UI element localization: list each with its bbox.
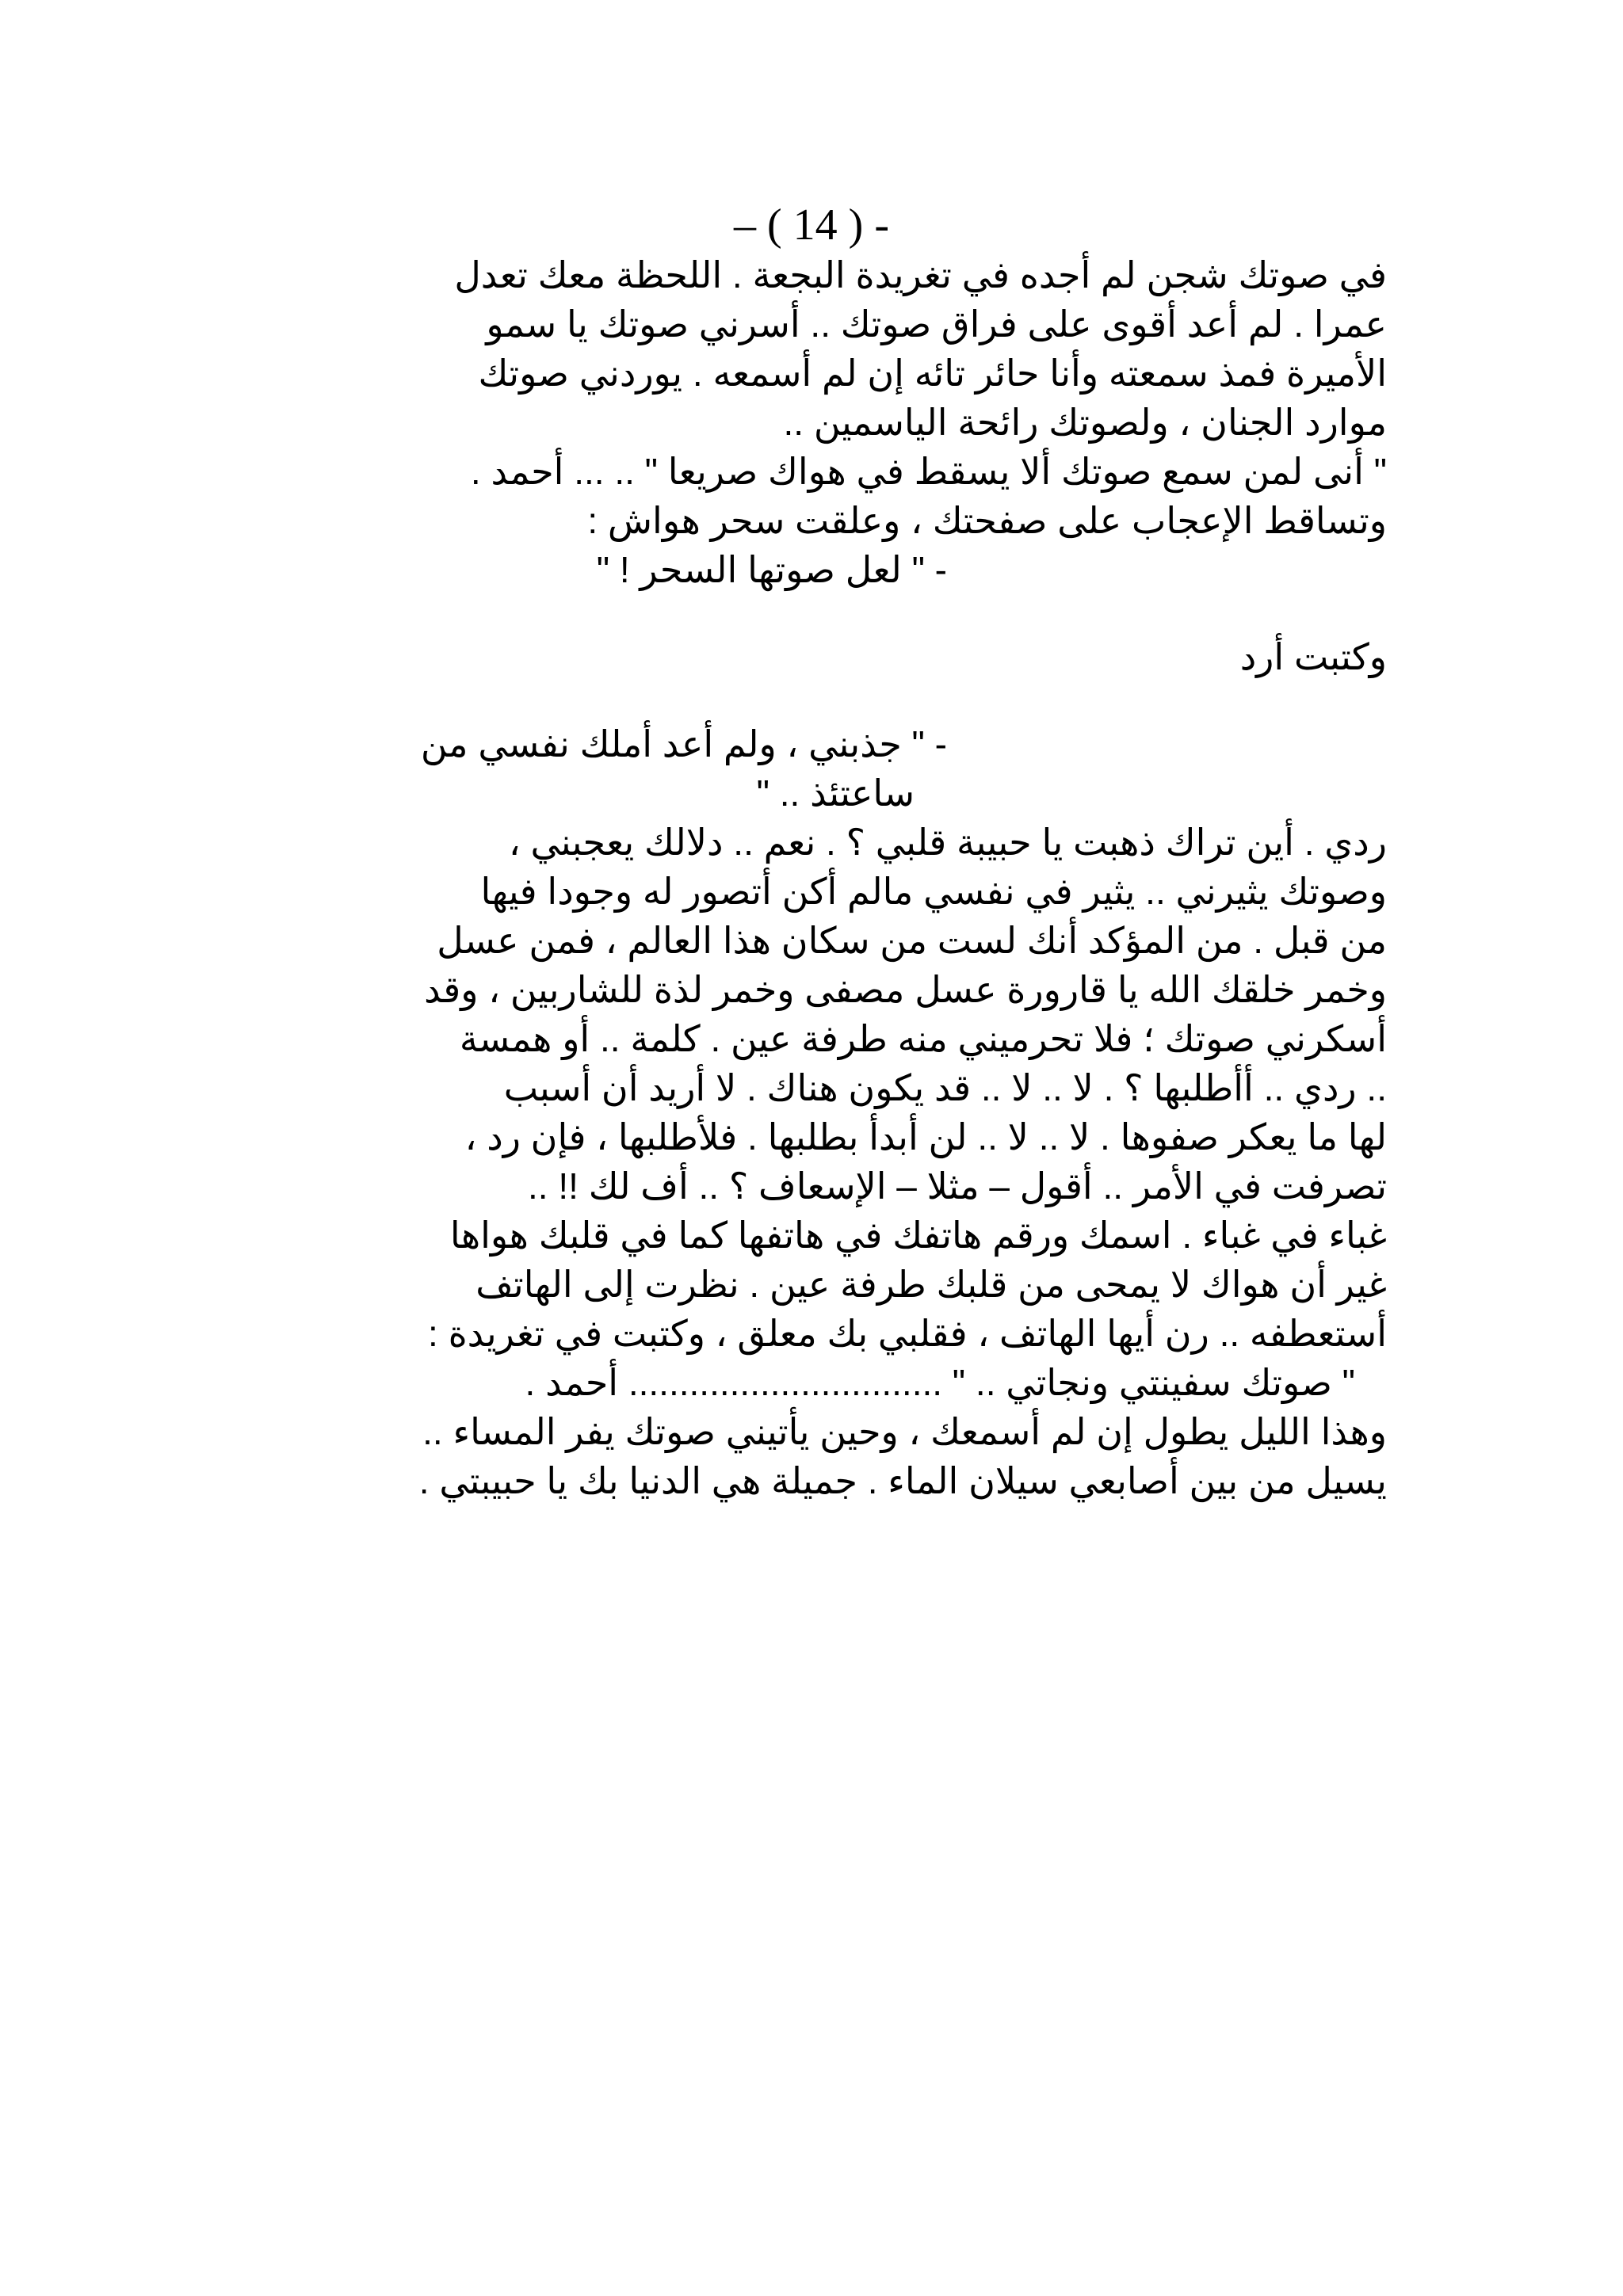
text-line: وكتبت أرد xyxy=(1239,636,1387,677)
paragraph-gap xyxy=(262,594,1387,632)
text-line: " أنى لمن سمع صوتك ألا يسقط في هواك صريعا " .. ... أحمد . xyxy=(470,451,1387,492)
text-line: .. ردي .. أأطلبها ؟ . لا .. لا .. قد يكون هناك . لا أريد أن أسبب xyxy=(503,1067,1387,1108)
text-line: لها ما يعكر صفوها . لا .. لا .. لن أبدأ بطلبها . فلأطلبها ، فإن رد ، xyxy=(464,1116,1387,1158)
text-line: وخمر خلقك الله يا قارورة عسل مصفى وخمر لذة للشاربين ، وقد xyxy=(424,969,1387,1010)
text-line: تصرفت في الأمر .. أقول – مثلا – الإسعاف ؟ .. أف لك !! .. xyxy=(528,1165,1387,1207)
dialogue-line: - " لعل صوتها السحر ! " xyxy=(596,549,947,590)
body-text xyxy=(262,250,1387,1505)
text-line: في صوتك شجن لم أجده في تغريدة البجعة . اللحظة معك تعدل xyxy=(454,254,1387,296)
text-line: أسكرني صوتك ؛ فلا تحرميني منه طرفة عين . كلمة .. أو همسة xyxy=(459,1018,1387,1059)
dialogue-line: ساعتئذ .. " xyxy=(756,772,915,814)
page-number: – ( 14 ) - xyxy=(734,200,889,250)
text-line: وتساقط الإعجاب على صفحتك ، وعلقت سحر هواش : xyxy=(587,500,1387,541)
text-line: وهذا الليل يطول إن لم أسمعك ، وحين يأتيني صوتك يفر المساء .. xyxy=(422,1411,1387,1452)
text-line: يسيل من بين أصابعي سيلان الماء . جميلة هي الدنيا بك يا حبيبتي . xyxy=(418,1460,1387,1501)
text-line: غير أن هواك لا يمحى من قلبك طرفة عين . نظرت إلى الهاتف xyxy=(475,1264,1387,1305)
paragraph-gap xyxy=(262,681,1387,719)
text-line: أستعطفه .. رن أيها الهاتف ، فقلبي بك معلق ، وكتبت في تغريدة : xyxy=(428,1313,1387,1354)
text-line: غباء في غباء . اسمك ورقم هاتفك في هاتفها كما في قلبك هواها xyxy=(449,1215,1387,1256)
dialogue-line: - " جذبني ، ولم أعد أملك نفسي من xyxy=(420,723,947,765)
text-line: من قبل . من المؤكد أنك لست من سكان هذا العالم ، فمن عسل xyxy=(437,920,1387,961)
text-line: " صوتك سفينتي ونجاتي .. " ............................... أحمد . xyxy=(525,1362,1355,1403)
text-line: عمرا . لم أعد أقوى على فراق صوتك .. أسرني صوتك يا سمو xyxy=(486,303,1387,345)
text-line: وصوتك يثيرني .. يثير في نفسي مالم أكن أتصور له وجودا فيها xyxy=(480,871,1387,912)
text-line: الأميرة فمذ سمعته وأنا حائر تائه إن لم أسمعه . يوردني صوتك xyxy=(478,353,1387,394)
text-line: ردي . أين تراك ذهبت يا حبيبة قلبي ؟ . نعم .. دلالك يعجبني ، xyxy=(508,822,1387,863)
text-line: موارد الجنان ، ولصوتك رائحة الياسمين .. xyxy=(783,402,1387,443)
